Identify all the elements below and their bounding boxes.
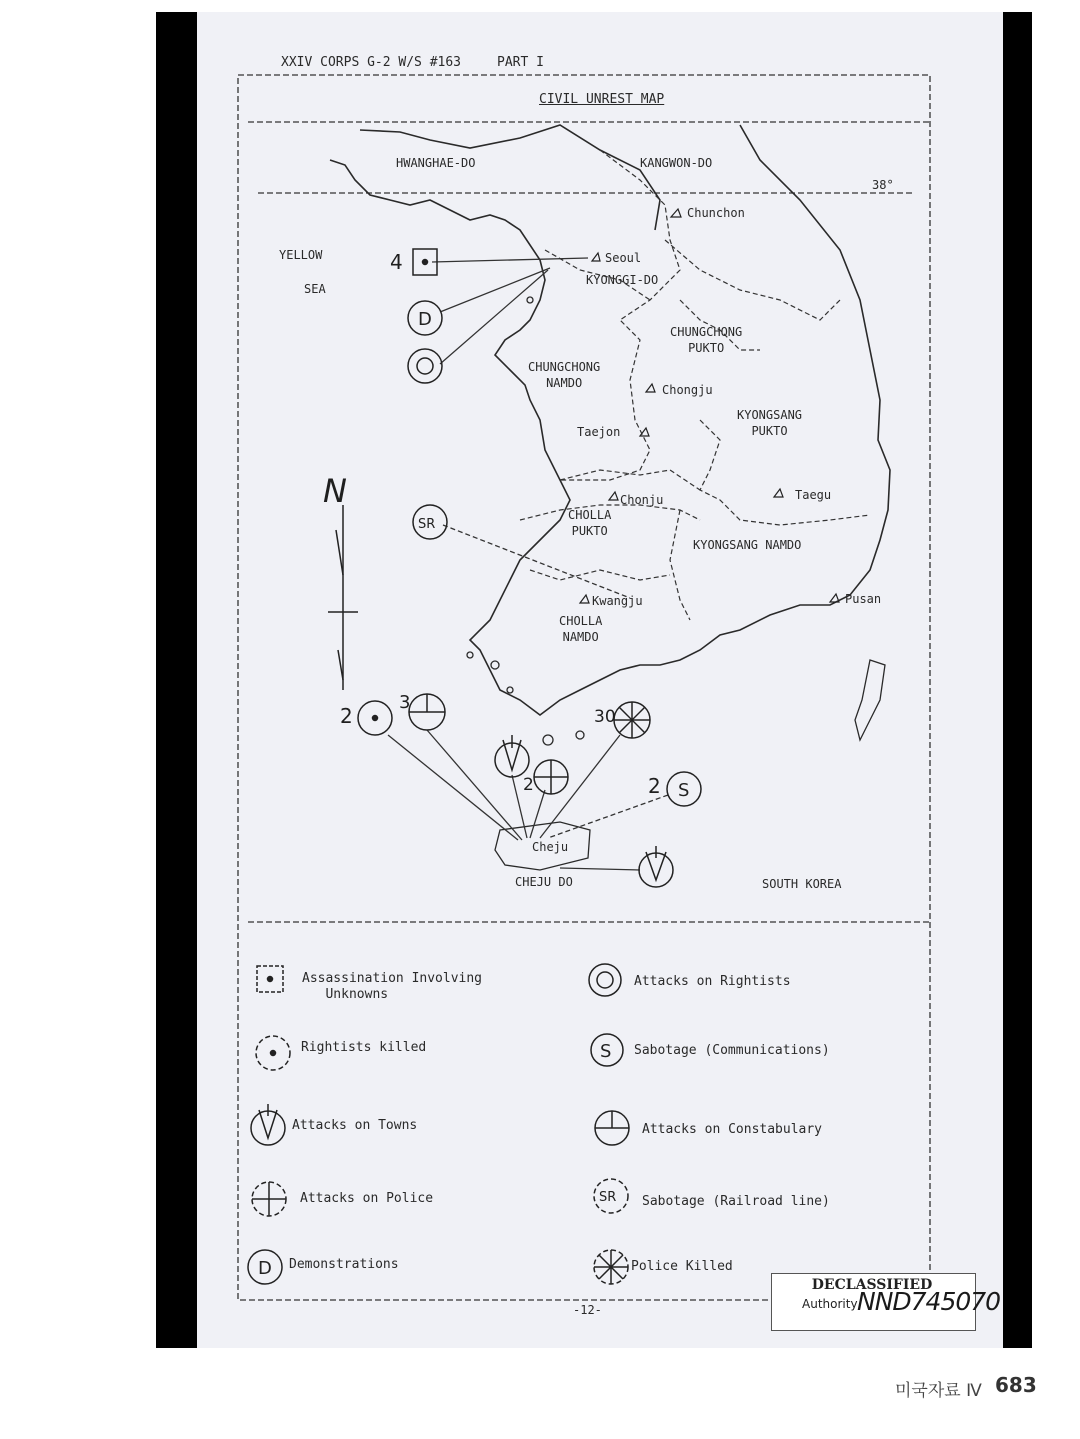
declassified-stamp xyxy=(771,1273,1001,1331)
stamp-title: DECLASSIFIED xyxy=(811,1277,933,1293)
city-taegu: Taegu xyxy=(795,488,832,502)
legend-label-rightists-killed: Rightists killed xyxy=(301,1040,427,1055)
province-cholla-namdo: CHOLLA NAMDO xyxy=(559,614,603,644)
legend-label-demonstrations: Demonstrations xyxy=(289,1257,399,1272)
map-title: CIVIL UNREST MAP xyxy=(539,92,665,107)
legend-label-sabotage-rail: Sabotage (Railroad line) xyxy=(642,1194,830,1209)
parallel-38-label: 38° xyxy=(872,178,894,192)
map-sabotage-rail-letter: SR xyxy=(418,517,436,532)
footer-label: 미국자료 Ⅳ xyxy=(895,1381,982,1401)
legend-label-attack-towns: Attacks on Towns xyxy=(292,1118,418,1133)
province-cholla-pukto: CHOLLA PUKTO xyxy=(568,508,612,538)
map-demonstrations-letter: D xyxy=(418,309,432,330)
province-chungchong-namdo: CHUNGCHONG NAMDO xyxy=(528,360,601,390)
sea-label-yellow: YELLOW xyxy=(279,248,323,262)
province-chungchong-pukto: CHUNGCHONG PUKTO xyxy=(670,325,743,355)
count-rightists-killed: 2 xyxy=(340,704,353,728)
stamp-authority-number: NND745070 xyxy=(857,1287,1001,1316)
province-hwanghae: HWANGHAE-DO xyxy=(396,156,476,170)
legend-label-sabotage-comm: Sabotage (Communications) xyxy=(634,1043,830,1058)
footer-page-number: 683 xyxy=(995,1373,1037,1397)
count-police-killed: 30 xyxy=(594,707,616,727)
city-chongju: Chongju xyxy=(662,383,713,397)
stamp-authority-label: Authority xyxy=(802,1297,858,1311)
legend-label-police-killed: Police Killed xyxy=(631,1259,733,1274)
count-constabulary: 3 xyxy=(399,692,411,713)
province-cheju-do: CHEJU DO xyxy=(515,875,573,889)
legend-demonstrations-letter: D xyxy=(258,1258,272,1279)
city-kwangju: Kwangju xyxy=(592,594,643,608)
province-kangwon: KANGWON-DO xyxy=(640,156,713,170)
city-chonju: Chonju xyxy=(620,493,664,507)
count-sabotage: 2 xyxy=(648,774,661,798)
province-kyonggi: KYONGGI-DO xyxy=(586,273,659,287)
doc-part: PART I xyxy=(497,55,544,70)
sea-label-sea: SEA xyxy=(304,282,326,296)
legend-label-attack-constabulary: Attacks on Constabulary xyxy=(642,1122,823,1137)
legend-label-attack-rightists: Attacks on Rightists xyxy=(634,974,791,989)
legend-attack-rightists-icon xyxy=(589,964,621,996)
legend-label-attack-police: Attacks on Police xyxy=(300,1191,434,1206)
city-taejon: Taejon xyxy=(577,425,621,439)
country-label: SOUTH KOREA xyxy=(762,877,842,891)
map-sabotage-comm-letter: S xyxy=(678,780,690,801)
legend-label-assassination: Assassination Involving Unknowns xyxy=(302,971,483,1002)
city-pusan: Pusan xyxy=(845,592,882,606)
doc-reference: XXIV CORPS G-2 W/S #163 xyxy=(281,55,462,70)
province-kyongsang-namdo: KYONGSANG NAMDO xyxy=(693,538,802,552)
north-letter: N xyxy=(323,472,347,510)
legend-sabotage-comm-letter: S xyxy=(600,1041,612,1062)
city-seoul: Seoul xyxy=(605,251,642,265)
city-chunchon: Chunchon xyxy=(687,206,745,220)
city-cheju: Cheju xyxy=(532,840,569,854)
legend-sabotage-rail-letter: SR xyxy=(599,1190,617,1205)
page-number: -12- xyxy=(573,1303,602,1317)
count-assassination: 4 xyxy=(390,250,403,274)
count-police: 2 xyxy=(523,775,534,795)
province-kyongsang-pukto: KYONGSANG PUKTO xyxy=(737,408,803,438)
